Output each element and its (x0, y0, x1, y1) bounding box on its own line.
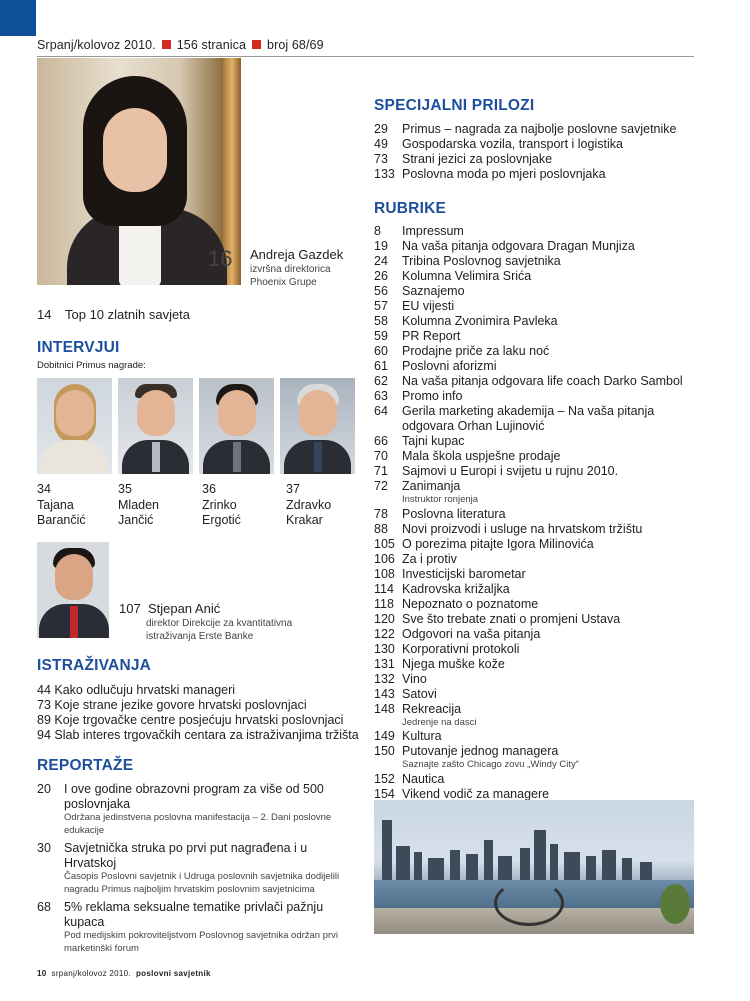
page-number: 71 (374, 464, 388, 478)
page-number: 29 (374, 122, 388, 136)
specijalni-list (374, 122, 676, 182)
entry-note: Pod medijskim pokroviteljstvom Poslovnog savjetnika održan prvi (64, 930, 339, 941)
entry-note: marketinški forum (64, 942, 139, 954)
person-first-name: Mladen (118, 497, 159, 512)
section-title-istrazivanja: ISTRAŽIVANJA (37, 657, 152, 674)
issue-date: Srpanj/kolovoz 2010. (37, 38, 156, 52)
page-number: 133 (374, 167, 395, 181)
page-number: 24 (374, 254, 388, 268)
list-item[interactable] (374, 537, 694, 552)
entry-title: Kadrovska križaljka (402, 581, 510, 596)
page-number: 35 (118, 482, 132, 496)
list-item[interactable] (374, 479, 694, 507)
entry-title: Sve što trebate znati o promjeni Ustava (402, 611, 621, 626)
page-number: 66 (374, 434, 388, 448)
entry-title: Slab interes trgovačkih centara za istraživanjima tržišta (54, 728, 359, 742)
cover-person-name: Andreja Gazdek (250, 247, 344, 262)
list-item[interactable] (374, 269, 694, 284)
person-last-name: Barančić (37, 513, 86, 527)
corner-block (0, 0, 36, 36)
list-item[interactable] (374, 597, 694, 612)
entry-title-cont: kupaca (64, 915, 105, 929)
entry-title: Nepoznato o poznatome (402, 596, 539, 611)
entry-title: Gerila marketing akademija – Na vaša pitanja (402, 404, 655, 418)
page-number: 49 (374, 137, 388, 151)
page-number: 36 (202, 482, 216, 496)
page-number: 20 (37, 782, 51, 796)
header-divider (37, 56, 694, 57)
entry-title: Strani jezici za poslovnjake (402, 152, 553, 166)
entry-title: Kako odlučuju hrvatski manageri (54, 683, 236, 697)
entry-title: Gospodarska vozila, transport i logistika (402, 137, 623, 151)
entry-note: Jedrenje na dasci (402, 716, 477, 728)
list-item[interactable] (374, 137, 676, 152)
page-number: 61 (374, 359, 388, 373)
page-footer (37, 969, 211, 978)
entry-title: Za i protiv (402, 551, 457, 566)
entry-title: Tajni kupac (402, 434, 465, 448)
entry-title: Tribina Poslovnog savjetnika (402, 254, 561, 268)
entry-title: Mala škola uspješne prodaje (402, 449, 561, 463)
istrazivanja-list (37, 683, 359, 743)
person-first-name: Zdravko (286, 497, 332, 512)
list-item[interactable] (374, 254, 694, 269)
page-number: 105 (374, 536, 395, 551)
page-number: 114 (374, 581, 394, 596)
page-number: 94 (37, 728, 51, 742)
entry-title: Na vaša pitanja odgovara Dragan Munjiza (402, 239, 635, 253)
page-number: 132 (374, 671, 395, 686)
entry-note: Održana jedinstvena poslovna manifestacija – 2. Dani poslovne (64, 812, 332, 823)
page-number: 152 (374, 771, 395, 786)
page-number: 107 (119, 601, 141, 616)
entry-title: Novi proizvodi i usluge na hrvatskom tržištu (402, 521, 643, 536)
page-number: 63 (374, 389, 388, 403)
person-last-name: Ergotić (202, 513, 241, 527)
footer-magazine: poslovni savjetnik (135, 969, 211, 978)
page-number: 78 (374, 506, 388, 521)
page-number: 150 (374, 744, 395, 758)
page-number: 14 (37, 307, 52, 322)
reportaze-list (37, 782, 357, 955)
entry-title: Sajmovi u Europi i svijetu u rujnu 2010. (402, 464, 619, 478)
entry-title: Kolumna Velimira Srića (402, 269, 532, 283)
list-item[interactable] (374, 239, 694, 254)
entry-title: Satovi (402, 686, 437, 701)
entry-title: Nautica (402, 771, 445, 786)
list-item[interactable] (374, 284, 694, 299)
entry-title: Investicijski barometar (402, 566, 526, 581)
list-item[interactable] (37, 728, 359, 743)
page-number: 131 (374, 656, 395, 671)
list-item[interactable] (374, 627, 694, 642)
list-item[interactable] (374, 552, 694, 567)
featured-person-photo (37, 542, 109, 638)
page-number: 118 (374, 596, 394, 611)
entry-title: Rekreacija (402, 701, 462, 716)
featured-person-role (146, 617, 292, 643)
avatar (199, 378, 274, 474)
page-number: 130 (374, 641, 395, 656)
entry-title: Poslovni aforizmi (402, 359, 497, 373)
person-first-name: Zrinko (202, 497, 237, 512)
interview-entry[interactable] (118, 482, 159, 529)
entry-title: Njega muške kože (402, 656, 505, 671)
interview-entry[interactable] (286, 482, 331, 529)
red-square-icon (162, 40, 171, 49)
page-number: 60 (374, 344, 388, 358)
avatar (118, 378, 193, 474)
entry-title: Na vaša pitanja odgovara life coach Darko Sambol (402, 374, 683, 388)
entry-note: Instruktor ronjenja (402, 494, 479, 505)
entry-title: Poslovna literatura (402, 506, 506, 521)
list-item[interactable] (37, 698, 359, 713)
page-number: 68 (37, 900, 51, 914)
page-number: 149 (374, 729, 395, 743)
list-item[interactable] (37, 713, 359, 728)
entry-title: Vino (402, 671, 427, 686)
role-line: direktor Direkcije za kvantitativna (146, 618, 293, 629)
page-number: 70 (374, 449, 388, 463)
list-item[interactable] (374, 329, 694, 344)
entry-title: Putovanje jednog managera (402, 744, 559, 758)
issue-pages: 156 stranica (176, 38, 247, 52)
list-item[interactable] (374, 374, 694, 389)
entry-title: Koje trgovačke centre posjećuju hrvatski poslovnjaci (54, 713, 344, 727)
issue-number: broj 68/69 (267, 38, 324, 52)
rubrike-list (374, 224, 694, 802)
list-item[interactable] (374, 359, 694, 374)
page-number: 122 (374, 626, 395, 641)
list-item[interactable] (374, 449, 694, 464)
list-item[interactable] (374, 404, 694, 434)
page-number: 120 (374, 611, 395, 626)
entry-title: EU vijesti (402, 299, 455, 313)
entry-title: Kolumna Zvonimira Pavleka (402, 314, 558, 328)
top10-entry[interactable] (37, 307, 190, 322)
section-title-specijalni: SPECIJALNI PRILOZI (374, 97, 535, 114)
list-item[interactable] (37, 841, 357, 896)
page-number: 62 (374, 374, 388, 388)
list-item[interactable] (374, 299, 694, 314)
section-title-reportaze: REPORTAŽE (37, 757, 134, 774)
entry-title: Zanimanja (402, 479, 461, 493)
entry-note: Časopis Poslovni savjetnik i Udruga poslovnih savjetnika dodijelili (64, 871, 340, 882)
list-item[interactable] (374, 582, 694, 597)
page-number: 37 (286, 482, 300, 496)
list-item[interactable] (37, 782, 357, 837)
page-number: 148 (374, 701, 395, 716)
person-first-name: Tajana (37, 497, 74, 512)
cover-person-page: 16 (208, 246, 233, 271)
page-number: 30 (37, 841, 51, 855)
entry-title: Vikend vodič za managere (402, 786, 550, 801)
page-number: 8 (374, 224, 381, 238)
avatar (37, 378, 112, 474)
list-item[interactable] (374, 612, 694, 627)
entry-title: PR Report (402, 329, 461, 343)
page-number: 154 (374, 786, 395, 801)
entry-title: Top 10 zlatnih savjeta (65, 307, 191, 322)
role-line: Phoenix Grupe (250, 277, 317, 288)
footer-date: srpanj/kolovoz 2010. (51, 969, 131, 978)
page-number: 44 (37, 683, 51, 697)
entry-title: Korporativni protokoli (402, 641, 520, 656)
page-number: 19 (374, 239, 388, 253)
featured-interview-entry[interactable] (119, 601, 220, 616)
person-last-name: Krakar (286, 513, 323, 527)
entry-title: Saznajemo (402, 284, 465, 298)
page-number: 106 (374, 551, 395, 566)
list-item[interactable] (374, 729, 694, 744)
chicago-skyline-photo (374, 800, 694, 934)
entry-title: I ove godine obrazovni program za više od 500 (64, 782, 324, 796)
list-item[interactable] (374, 389, 694, 404)
entry-title: Promo info (402, 389, 463, 403)
page-number: 26 (374, 269, 388, 283)
section-title-intervjui: INTERVJUI (37, 339, 120, 356)
issue-header (37, 38, 324, 52)
entry-title: 5% reklama seksualne tematike privlači pažnju (64, 900, 324, 914)
entry-title: Primus – nagrada za najbolje poslovne savjetnike (402, 122, 677, 136)
page-number: 59 (374, 329, 388, 343)
entry-note: Saznajte zašto Chicago zovu „Windy City“ (402, 759, 579, 770)
interview-entry[interactable] (202, 482, 241, 529)
page-number: 143 (374, 686, 395, 701)
interview-entry[interactable] (37, 482, 86, 529)
list-item[interactable] (37, 900, 357, 955)
entry-title: Savjetnička struka po prvi put nagrađena i u (64, 841, 308, 855)
entry-title-cont: poslovnjaka (64, 797, 131, 811)
list-item[interactable] (374, 167, 676, 182)
section-title-rubrike: RUBRIKE (374, 200, 447, 217)
list-item[interactable] (374, 642, 694, 657)
list-item[interactable] (374, 507, 694, 522)
avatar (280, 378, 355, 474)
entry-title: O porezima pitajte Igora Milinovića (402, 536, 594, 551)
list-item[interactable] (374, 744, 694, 772)
list-item[interactable] (374, 314, 694, 329)
list-item[interactable] (374, 567, 694, 582)
list-item[interactable] (374, 522, 694, 537)
page-number: 73 (374, 152, 388, 166)
list-item[interactable] (37, 683, 359, 698)
list-item[interactable] (374, 464, 694, 479)
intervjui-subtitle: Dobitnici Primus nagrade: (37, 360, 146, 371)
entry-title: Impressum (402, 224, 464, 238)
list-item[interactable] (374, 344, 694, 359)
page-number: 56 (374, 284, 388, 298)
role-line: istraživanja Erste Banke (146, 631, 254, 642)
page-number: 57 (374, 299, 388, 313)
page-number: 108 (374, 566, 395, 581)
person-last-name: Jančić (118, 513, 154, 527)
cover-person-role (250, 263, 331, 289)
entry-title-cont: Hrvatskoj (64, 856, 117, 870)
footer-page: 10 (37, 969, 47, 978)
page-number: 89 (37, 713, 51, 727)
list-item[interactable] (374, 224, 694, 239)
list-item[interactable] (374, 152, 676, 167)
page-number: 58 (374, 314, 388, 328)
page-number: 64 (374, 404, 388, 418)
page-number: 73 (37, 698, 51, 712)
list-item[interactable] (374, 687, 694, 702)
page-number: 88 (374, 521, 388, 536)
list-item[interactable] (374, 702, 694, 730)
page-number: 72 (374, 479, 388, 493)
entry-title: Koje strane jezike govore hrvatski poslovnjaci (54, 698, 307, 712)
page-number: 34 (37, 482, 51, 496)
list-item[interactable] (374, 434, 694, 449)
list-item[interactable] (374, 672, 694, 687)
entry-title: Odgovori na vaša pitanja (402, 626, 541, 641)
entry-note: edukacije (64, 824, 105, 836)
role-line: izvršna direktorica (250, 264, 331, 275)
entry-title: Poslovna moda po mjeri poslovnjaka (402, 167, 606, 181)
entry-title: Prodajne priče za laku noć (402, 344, 550, 358)
entry-note: nagradu Primus najboljim hrvatskim poslovnim savjetnicima (64, 883, 315, 895)
entry-title-cont: odgovara Orhan Lujinović (402, 419, 545, 433)
red-square-icon (252, 40, 261, 49)
list-item[interactable] (374, 772, 694, 787)
list-item[interactable] (374, 657, 694, 672)
person-name: Stjepan Anić (147, 601, 221, 616)
list-item[interactable] (374, 122, 676, 137)
entry-title: Kultura (402, 729, 442, 743)
